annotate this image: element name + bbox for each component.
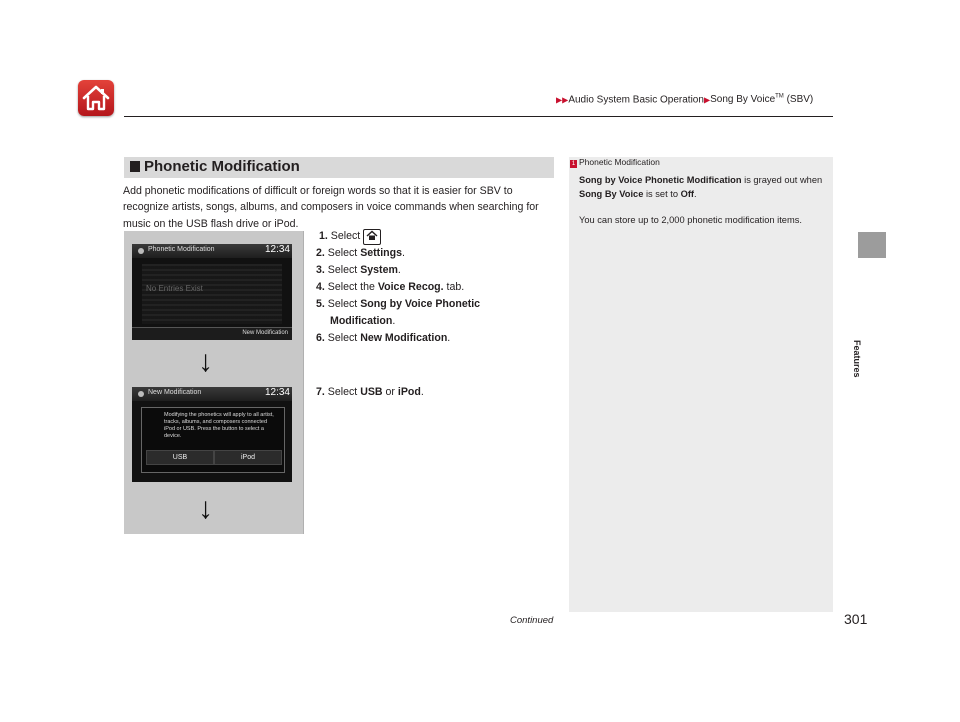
step-1: 1. Select bbox=[316, 228, 381, 245]
screen-title-bar bbox=[132, 244, 292, 258]
header-rule bbox=[124, 116, 833, 117]
ipod-button[interactable]: iPod bbox=[214, 450, 282, 465]
phonetic-modification-screen bbox=[132, 244, 292, 339]
sbv-phonetic-label: Song by Voice Phonetic bbox=[360, 298, 481, 310]
screen-clock: 12:34 bbox=[264, 387, 290, 398]
breadcrumb-separator-icon: ▶ bbox=[703, 95, 711, 105]
note-marker-icon: 1 bbox=[571, 161, 576, 167]
continued-label: Continued bbox=[510, 615, 554, 626]
breadcrumb-arrow-icon: ▶▶ bbox=[556, 95, 569, 105]
step-5: 5. Select Song by Voice Phonetic Modification. bbox=[316, 298, 481, 327]
usb-label: USB bbox=[360, 386, 383, 398]
square-bullet-icon bbox=[130, 161, 140, 172]
breadcrumb-item-audio[interactable]: Audio System Basic Operation bbox=[568, 94, 704, 106]
step-3: 3. Select System. bbox=[316, 264, 401, 276]
down-arrow-icon: ↓ bbox=[198, 345, 213, 378]
system-label: System bbox=[360, 264, 398, 276]
screen-clock: 12:34 bbox=[264, 244, 290, 255]
new-modification-screen bbox=[132, 387, 292, 482]
new-modification-button[interactable]: New Modification bbox=[242, 330, 288, 336]
down-arrow-icon: ↓ bbox=[198, 492, 213, 525]
step-2: 2. Select Settings. bbox=[316, 247, 405, 259]
breadcrumb bbox=[556, 94, 813, 105]
empty-message: No Entries Exist bbox=[146, 284, 203, 293]
dialog-message: Modifying the phonetics will apply to all artist, tracks, albums, and composers connected iPod or USB. Press the button to select a device. bbox=[164, 412, 274, 439]
note-paragraph-1: Song by Voice Phonetic Modification is grayed out when Song By Voice is set to Off. bbox=[579, 175, 823, 199]
ipod-label: iPod bbox=[397, 386, 421, 398]
note-heading: 1 Phonetic Modification bbox=[571, 157, 660, 167]
note-body bbox=[579, 174, 824, 228]
step-7: 7. Select USB or iPod. bbox=[316, 386, 424, 398]
settings-label: Settings bbox=[360, 247, 402, 259]
step-6: 6. Select New Modification. bbox=[316, 332, 451, 344]
breadcrumb-item-sbv[interactable]: Song By Voice™ (SBV) bbox=[710, 94, 814, 106]
intro-paragraph: Add phonetic modifications of difficult or foreign words so that it is easier for SBV to recognize artists, songs, albums, and composers in voice commands when searching for music on the USB flash drive or iPod. bbox=[123, 185, 539, 230]
page-number: 301 bbox=[844, 611, 868, 627]
device-select-dialog bbox=[141, 407, 285, 473]
voice-recog-label: Voice Recog. bbox=[377, 281, 444, 293]
home-icon[interactable] bbox=[78, 80, 114, 116]
screen-title: Phonetic Modification bbox=[148, 246, 215, 253]
screen-footer bbox=[132, 327, 292, 340]
screen-background bbox=[142, 264, 282, 324]
screen-title-bar bbox=[132, 387, 292, 401]
status-dot-icon bbox=[138, 391, 144, 397]
section-header bbox=[124, 157, 554, 178]
screen-title: New Modification bbox=[148, 389, 202, 396]
home-button-icon bbox=[363, 229, 381, 245]
step-4: 4. Select the Voice Recog. tab. bbox=[316, 281, 465, 293]
section-title: Phonetic Modification bbox=[130, 158, 300, 175]
sbv-phonetic-label-cont: Modification bbox=[330, 315, 393, 327]
chapter-tab-marker bbox=[858, 232, 886, 258]
note-paragraph-2: You can store up to 2,000 phonetic modification items. bbox=[579, 215, 802, 226]
status-dot-icon bbox=[138, 248, 144, 254]
chapter-label: Features bbox=[852, 340, 862, 378]
usb-button[interactable]: USB bbox=[146, 450, 214, 465]
new-modification-label: New Modification bbox=[360, 332, 448, 344]
